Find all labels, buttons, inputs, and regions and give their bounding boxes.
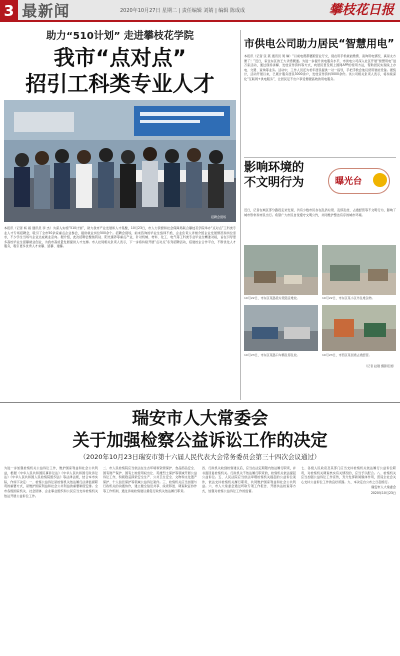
article3-title-line1: 影响环境的 xyxy=(244,160,305,174)
article3-footer: （记者 赵刚 摄影报道） xyxy=(364,364,396,368)
decision-date: 2020年10月23日 xyxy=(370,490,396,495)
article1-title-line1: 我市“点对点” xyxy=(53,46,187,70)
decision-subtitle: （2020年10月23日瑞安市第十六届人民代表大会常务委员会第三十四次会议通过） xyxy=(79,453,321,461)
job-fair-crowd-image xyxy=(4,100,236,222)
section-divider xyxy=(0,402,400,403)
litter-image xyxy=(244,245,318,295)
parking-image xyxy=(244,305,318,351)
exposure-badge-label: 曝光台 xyxy=(335,177,363,187)
photo-caption: 10月23日，市东区某路口车辆乱停乱放。 xyxy=(244,353,300,357)
article1-title xyxy=(0,45,240,97)
vendor-image xyxy=(322,305,396,351)
exposure-badge xyxy=(328,168,390,194)
newspaper-logo: 攀枝花日报 xyxy=(328,3,394,18)
column-divider xyxy=(240,30,241,400)
decision-body-col3: 四、行政机关收到检察建议后，应当在法定期限内依法履行职责，并书面回复检察机关。行政机关不依法履行职责的，检察机关依法提起公益诉讼。五、人民法院应当依法审理检察机关提起的公益诉讼案件，依法支持检察机关履行职责，共同维护国家利益和社会公共利益。六、市人大常委会通过听取专项工作报告、开展执法检查等方式，加强对检察公益诉讼工作的监督。 xyxy=(202,466,296,493)
decision-body-col1: 为进一步加强检察机关公益诉讼工作，维护国家利益和社会公共利益，根据《中华人民共和国民事诉讼法》《中华人民共和国行政诉讼法》《中华人民共和国人民检察院组织法》等法律法规，结合本市实际，作如下决定：一、检察公益诉讼是检察机关依法履行法律监督职责的重要方式，是维护国家利益和社会公共利益的重要制度安排。全市各级国家机关、社会团体、企业事业组织和公民应当支持检察机关依法开展公益诉讼工作。 xyxy=(4,466,98,498)
page-number: 3 xyxy=(0,0,18,22)
article-divider xyxy=(244,157,396,158)
street-photo xyxy=(244,245,318,295)
decision-body-col2: 二、市人民检察院应当依法在生态环境和资源保护、食品药品安全、国有财产保护、国有土地使用权出让、英雄烈士保护等领域开展公益诉讼工作，积极稳妥探索安全生产、公共卫生安全、文物和文化遗产保护、个人信息保护等领域公益诉讼案件。三、检察机关应当加强与行政机关的沟通协作，建立健全信息共享、线索移送、调查取证协作等工作机制，通过诉前检察建议督促行政机关依法履行职责。 xyxy=(103,466,197,493)
article3-body: 近日，记者在城区部分路段走访发现，仍有少数市民存在乱扔垃圾、乱停乱放、占道经营等不文明行为，影响了城市形象和市民出行。希望广大市民自觉遵守文明公约，共同维护整洁有序的城市环境。 xyxy=(244,208,396,217)
article3-title-line2: 不文明行为 xyxy=(244,175,305,189)
section-name: 最新闻 xyxy=(22,2,71,20)
article3-title xyxy=(244,160,324,190)
decision-title-line1: 瑞安市人大常委会 xyxy=(132,409,268,429)
issue-meta: 2020年10月27日 星期二 | 责任编辑 刘婧 | 编辑 陈成成 xyxy=(120,8,245,14)
sun-icon xyxy=(373,173,387,187)
decision-title-line2: 关于加强检察公益诉讼工作的决定 xyxy=(72,431,328,451)
street-photo xyxy=(322,245,396,295)
article1-photo xyxy=(4,100,236,222)
photo-caption: 10月23日，市西区某街道占道经营。 xyxy=(322,353,372,357)
article1-title-line2: 招引工科类专业人才 xyxy=(25,72,215,96)
article1-body: 本报讯（记者 杨 娟 通讯员 李 杰）为深入实施“510计划”，助力我市产业发展和人才集聚，10月23日，市人力资源和社会保障局联合攀枝花学院举办“点对点”工科类专业人才专场招聘会，吸引了全市50余家重点企业参会，提供就业岗位500余个。招聘会现场，前来咨询的毕业生络绎不绝，企业负责人详细介绍企业发展情况和岗位需求，不少学生当场与企业达成就业意向。据介绍，此次招聘会聚焦钒钛、阳光康养等重点产业，针对机械、材料、化工、电气等工科类专业毕业生精准对接，旨在引导更多高校毕业生留攀就业创业，为我市高质量发展提供人才支撑。市人社局相关负责人表示，下一步将持续开展“点对点”系列招聘活动，搭建校企合作平台，不断优化人才服务，吸引更多优秀人才来攀、留攀、建攀。 xyxy=(4,226,236,249)
decision-body-col4 xyxy=(301,466,396,652)
article1-photo-caption: 招聘会现场 xyxy=(210,215,226,219)
article3-header xyxy=(244,160,394,206)
photo-caption: 10月22日，市东区某路段垃圾随意堆放。 xyxy=(244,296,300,300)
decision-signature: 瑞安市人大常委会 xyxy=(371,485,396,490)
street-photo xyxy=(322,305,396,351)
street-photo xyxy=(244,305,318,351)
photo-caption: 10月22日，市东区某小区外乱堆杂物。 xyxy=(322,296,375,300)
article1-kicker: 助力“510计划” 走进攀枝花学院 xyxy=(46,31,194,42)
debris-image xyxy=(322,245,396,295)
article2-title: 市供电公司助力居民“智慧用电” xyxy=(244,38,395,50)
decision-body-col4-text: 七、各级人民政府及其部门应当支持检察机关依法履行公益诉讼职责，对检察机关调查核实有关情况的，应当予以配合。八、检察机关应当加强公益诉讼工作宣传，充分发挥新闻媒体作用，营造全社会关心支持公益诉讼工作的良好氛围。九、本决定自公布之日起施行。 xyxy=(301,466,396,484)
masthead xyxy=(0,0,400,22)
article2-body: 本报讯（记者 张 燕 通讯员 周 琳）“以前电费都要跑营业厅交，现在用手机就能缴费、查询用电情况，真是太方便了！”近日，家住东区的王大爷感慨道。为进一步提升供电服务水平，市供电公司深入社区开展“智慧用电”进万家活动，通过现场讲解、发放宣传资料等方式，向居民普及网上国网APP的使用方法，帮助居民实现线上办电、交费、查询等业务。活动中，工作人员还为老年居民提供一对一指导，手把手教会他们使用智能设备。据统计，活动开展以来，已累计服务居民3000余户，发放宣传资料5000余份。该公司相关负责人表示，将持续深化“互联网+供电服务”，让居民足不出户享受便捷高效的用电服务。 xyxy=(244,54,396,81)
